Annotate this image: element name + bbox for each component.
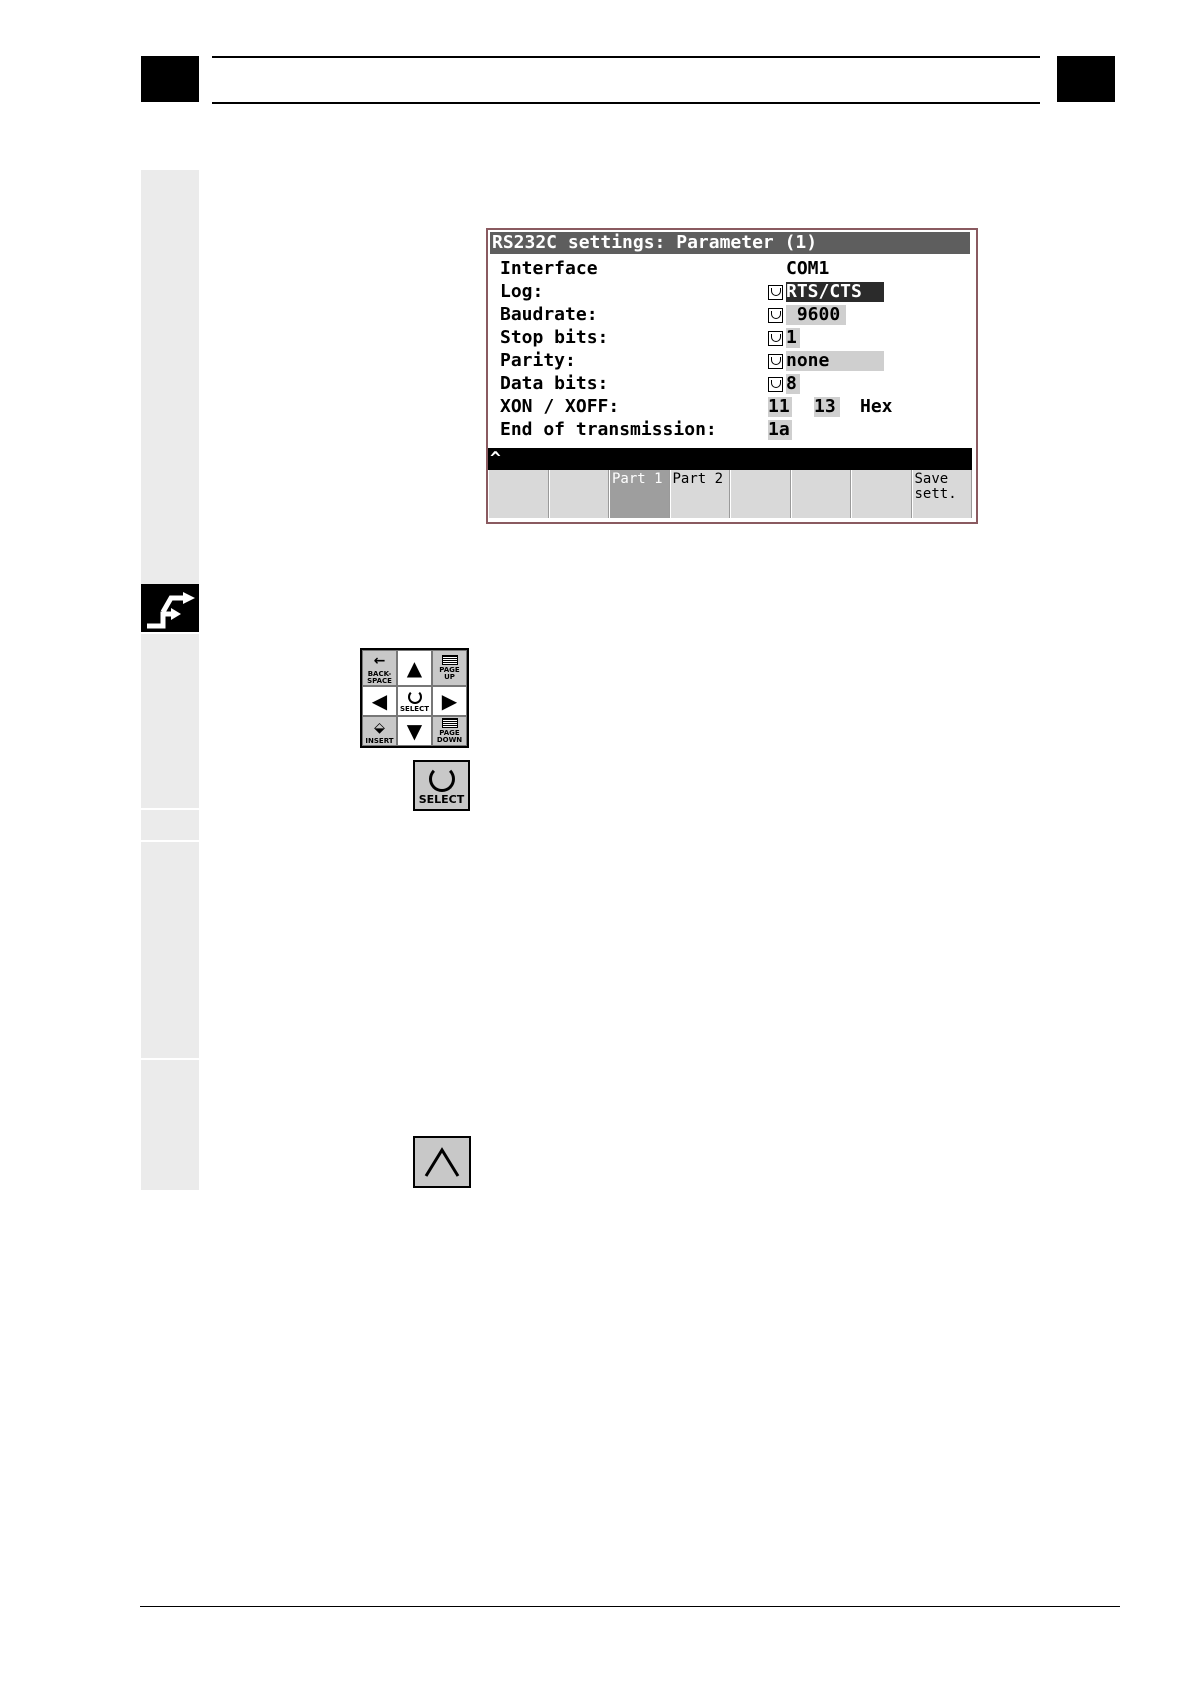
page-icon <box>442 655 458 665</box>
select-label: SELECT <box>400 704 429 713</box>
toggle-icon[interactable] <box>768 308 783 323</box>
arrow-down-icon: ▼ <box>406 719 423 743</box>
param-label-data-bits: Data bits: <box>500 373 609 394</box>
arrow-left-key[interactable] <box>362 686 397 716</box>
param-label-log: Log: <box>500 281 544 302</box>
backspace-label: BACK- SPACE <box>367 670 392 685</box>
toggle-icon[interactable] <box>768 285 783 300</box>
softkey-part-1[interactable]: Part 1 <box>609 470 670 518</box>
caret-up-icon <box>422 1144 462 1180</box>
navigation-keypad <box>360 648 469 748</box>
select-key[interactable] <box>413 760 470 811</box>
param-value-stop-bits[interactable]: 1 <box>786 328 800 348</box>
param-label-xon-xoff: XON / XOFF: <box>500 396 620 417</box>
arrow-down-key[interactable] <box>397 716 432 746</box>
backspace-key[interactable] <box>362 650 397 686</box>
select-icon <box>429 766 455 792</box>
param-value-xon[interactable]: 11 <box>768 397 792 417</box>
insert-icon: ⬙ <box>374 719 385 736</box>
param-label-stop-bits: Stop bits: <box>500 327 609 348</box>
page-down-key[interactable] <box>432 716 467 746</box>
page-up-label: PAGE UP <box>439 666 460 681</box>
arrow-right-key[interactable] <box>432 686 467 716</box>
param-value-log[interactable]: RTS/CTS <box>786 282 884 302</box>
arrow-right-icon: ▶ <box>441 689 458 713</box>
insert-key[interactable] <box>362 716 397 746</box>
sidebar-segment <box>141 1060 199 1190</box>
param-value-interface: COM1 <box>786 258 830 279</box>
select-center-key[interactable] <box>397 686 432 716</box>
page-icon <box>442 718 458 728</box>
insert-label: INSERT <box>365 736 394 745</box>
arrow-left-icon: ◀ <box>371 689 388 713</box>
toggle-icon[interactable] <box>768 331 783 346</box>
header-left-block <box>141 56 199 102</box>
param-label-baudrate: Baudrate: <box>500 304 598 325</box>
footer-rule <box>140 1606 1120 1607</box>
softkey-part-2[interactable]: Part 2 <box>670 470 731 518</box>
softkey-7[interactable] <box>851 470 912 518</box>
toggle-icon[interactable] <box>768 354 783 369</box>
param-unit-hex: Hex <box>860 396 893 417</box>
header-bottom-rule <box>212 102 1040 104</box>
select-icon <box>408 690 422 704</box>
select-key-label: SELECT <box>418 792 465 806</box>
header-top-rule <box>212 56 1040 58</box>
param-value-baudrate[interactable]: 9600 <box>786 305 846 325</box>
arrow-left-long-icon: ← <box>373 653 386 669</box>
arrow-up-key[interactable] <box>397 650 432 686</box>
sidebar-segment <box>141 170 199 584</box>
softkey-bar <box>488 470 972 518</box>
caret-key[interactable] <box>413 1136 471 1188</box>
switch-arrows-icon <box>141 584 199 632</box>
sidebar-segment <box>141 634 199 808</box>
param-value-parity[interactable]: none <box>786 351 884 371</box>
softkey-1[interactable] <box>488 470 549 518</box>
header-right-block <box>1057 56 1115 102</box>
softkey-2[interactable] <box>549 470 610 518</box>
softkey-6[interactable] <box>791 470 852 518</box>
toggle-icon[interactable] <box>768 377 783 392</box>
status-bar: ^ <box>488 448 972 470</box>
page-up-key[interactable] <box>432 650 467 686</box>
param-value-end-of-transmission[interactable]: 1a <box>768 420 792 440</box>
param-label-end-of-transmission: End of transmission: <box>500 419 717 440</box>
softkey-5[interactable] <box>730 470 791 518</box>
param-value-xoff[interactable]: 13 <box>814 397 840 417</box>
page-down-label: PAGE DOWN <box>436 729 463 744</box>
screen-title: RS232C settings: Parameter (1) <box>490 232 970 254</box>
sidebar-segment <box>141 810 199 840</box>
param-label-parity: Parity: <box>500 350 576 371</box>
param-value-data-bits[interactable]: 8 <box>786 374 800 394</box>
sidebar-segment <box>141 842 199 1058</box>
arrow-up-icon: ▲ <box>406 656 423 680</box>
rs232c-settings-screen <box>486 228 978 524</box>
param-label-interface: Interface <box>500 258 598 279</box>
softkey-save-settings[interactable]: Save sett. <box>912 470 973 518</box>
